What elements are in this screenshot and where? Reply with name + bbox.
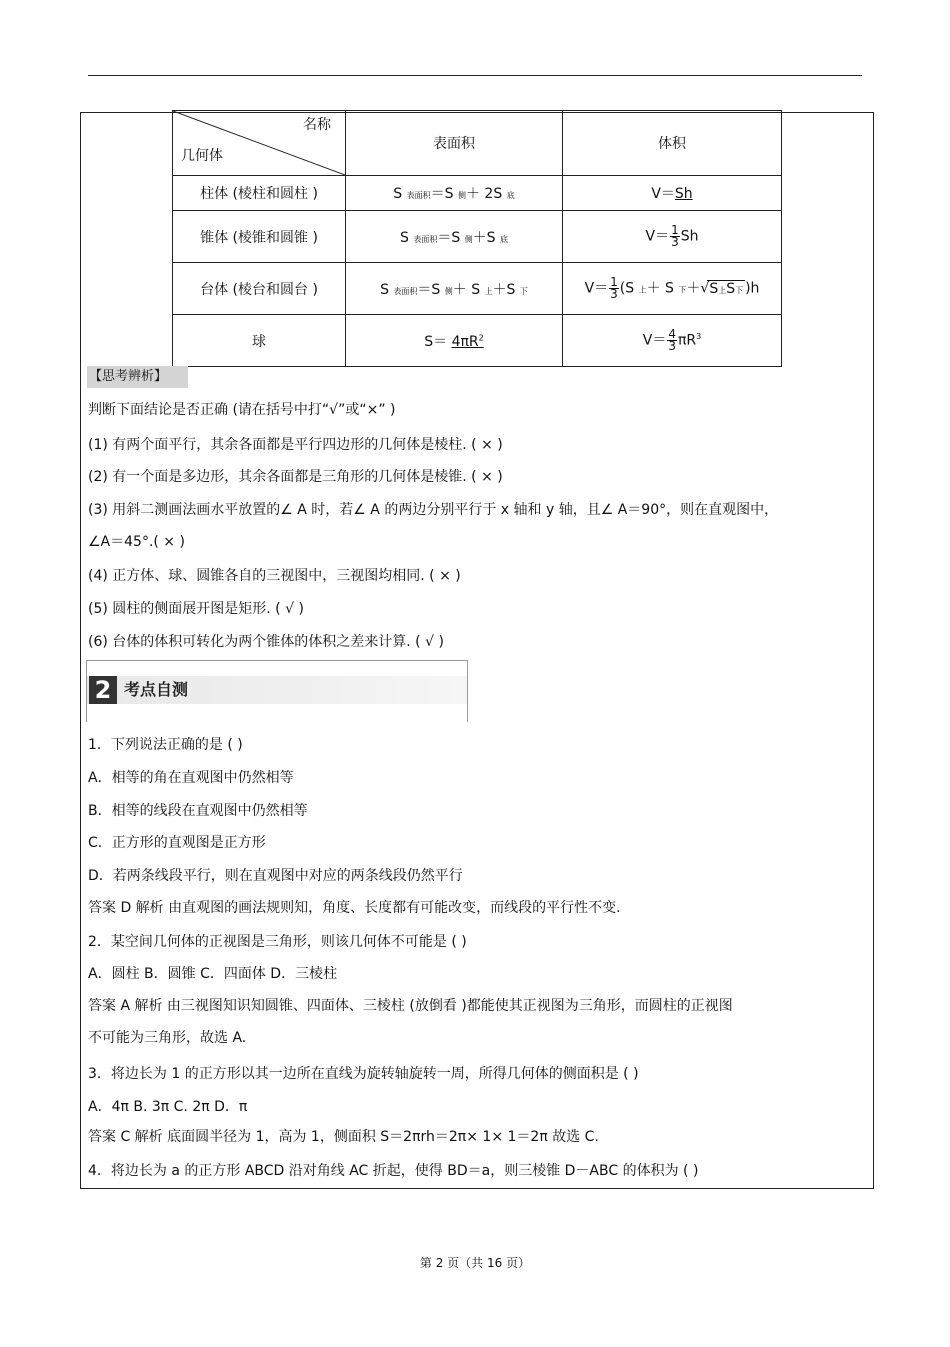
statement-6: (6) 台体的体积可转化为两个锥体的体积之差来计算. ( √ ) [88,634,444,650]
section-title: 考点自测 [124,680,189,699]
answer-2: 答案 A 解析 由三视图知识知圆锥、四面体、三棱柱 (放倒看 )都能使其正视图为三角形，而圆柱的正视图 [88,998,733,1014]
volume-formula: V＝ $\frac{1}{3}$ (S 上＋ S 下＋√S上S下 )h [563,263,782,315]
header-volume: 体积 [563,111,782,176]
question-1-option-d: D．若两条线段平行，则在直观图中对应的两条线段仍然平行 [88,868,463,884]
surface-formula: S 表面积＝S 侧＋ 2S 底 [346,176,563,211]
header-rule [88,75,862,76]
page-footer: 第 2 页（共 16 页） [419,1256,531,1270]
row-name: 球 [173,315,346,367]
question-1-option-a: A．相等的角在直观图中仍然相等 [88,770,294,786]
header-surface-area: 表面积 [346,111,563,176]
think-tag: 【思考辨析】 [87,366,188,388]
table-row [173,211,782,263]
surface-formula: S 表面积＝S 侧＋ S 上＋S 下 [346,263,563,315]
row-name: 柱体 (棱柱和圆柱 ) [173,176,346,211]
statement-5: (5) 圆柱的侧面展开图是矩形. ( √ ) [88,601,304,617]
table-header-row [173,111,782,176]
section-right-rule [467,660,468,722]
section-left-rule [86,660,87,722]
judge-prompt: 判断下面结论是否正确 (请在括号中打“√”或“×” ) [88,402,396,418]
statement-3: (3) 用斜二测画法画水平放置的∠ A 时，若∠ A 的两边分别平行于 x 轴和 y 轴，且∠ A＝90°，则在直观图中， [88,502,779,518]
question-1: 1．下列说法正确的是 ( ) [88,737,243,753]
answer-1: 答案 D 解析 由直观图的画法规则知，角度、长度都有可能改变，而线段的平行性不变. [88,900,621,916]
table-row [173,263,782,315]
volume-formula: V＝ $\frac{4}{3}$ $\pi R^3$ [563,315,782,367]
surface-formula: $S= 4\pi R^2$ [346,315,563,367]
section-number: 2 [89,676,117,704]
question-1-option-c: C．正方形的直观图是正方形 [88,835,266,851]
table-row [173,315,782,367]
question-3-options: A．4π B. 3π C. 2π D．π [88,1099,248,1115]
row-name: 台体 (棱台和圆台 ) [173,263,346,315]
answer-2-cont: 不可能为三角形，故选 A. [88,1030,247,1046]
question-2: 2．某空间几何体的正视图是三角形，则该几何体不可能是 ( ) [88,934,467,950]
statement-2: (2) 有一个面是多边形，其余各面都是三角形的几何体是棱锥. ( × ) [88,469,503,485]
question-1-option-b: B．相等的线段在直观图中仍然相等 [88,803,308,819]
surface-formula: S 表面积＝S 侧＋S 底 [346,211,563,263]
statement-3-cont: ∠A＝45°.( × ) [88,534,185,550]
question-3: 3．将边长为 1 的正方形以其一边所在直线为旋转轴旋转一周，所得几何体的侧面积是 ( ) [88,1066,639,1082]
row-name: 锥体 (棱锥和圆锥 ) [173,211,346,263]
question-4: 4．将边长为 a 的正方形 ABCD 沿对角线 AC 折起，使得 BD＝a，则三棱锥 D－ABC 的体积为 ( ) [88,1163,699,1179]
table-row [173,176,782,211]
header-name-label: 名称 [303,117,331,133]
header-solid-label: 几何体 [181,148,223,164]
formula-table [172,110,782,367]
section-header [86,660,468,722]
volume-formula: V＝Sh [563,176,782,211]
volume-formula: V＝ $\frac{1}{3}$ Sh [563,211,782,263]
section-top-rule [86,660,468,661]
question-2-options: A．圆柱 B．圆锥 C．四面体 D．三棱柱 [88,966,338,982]
statement-4: (4) 正方体、球、圆锥各自的三视图中，三视图均相同. ( × ) [88,568,461,584]
answer-3: 答案 C 解析 底面圆半径为 1，高为 1，侧面积 S＝2πrh＝2π× 1× 1＝2π 故选 C. [88,1129,599,1145]
diagonal-header-cell [173,111,346,176]
statement-1: (1) 有两个面平行，其余各面都是平行四边形的几何体是棱柱. ( × ) [88,437,503,453]
